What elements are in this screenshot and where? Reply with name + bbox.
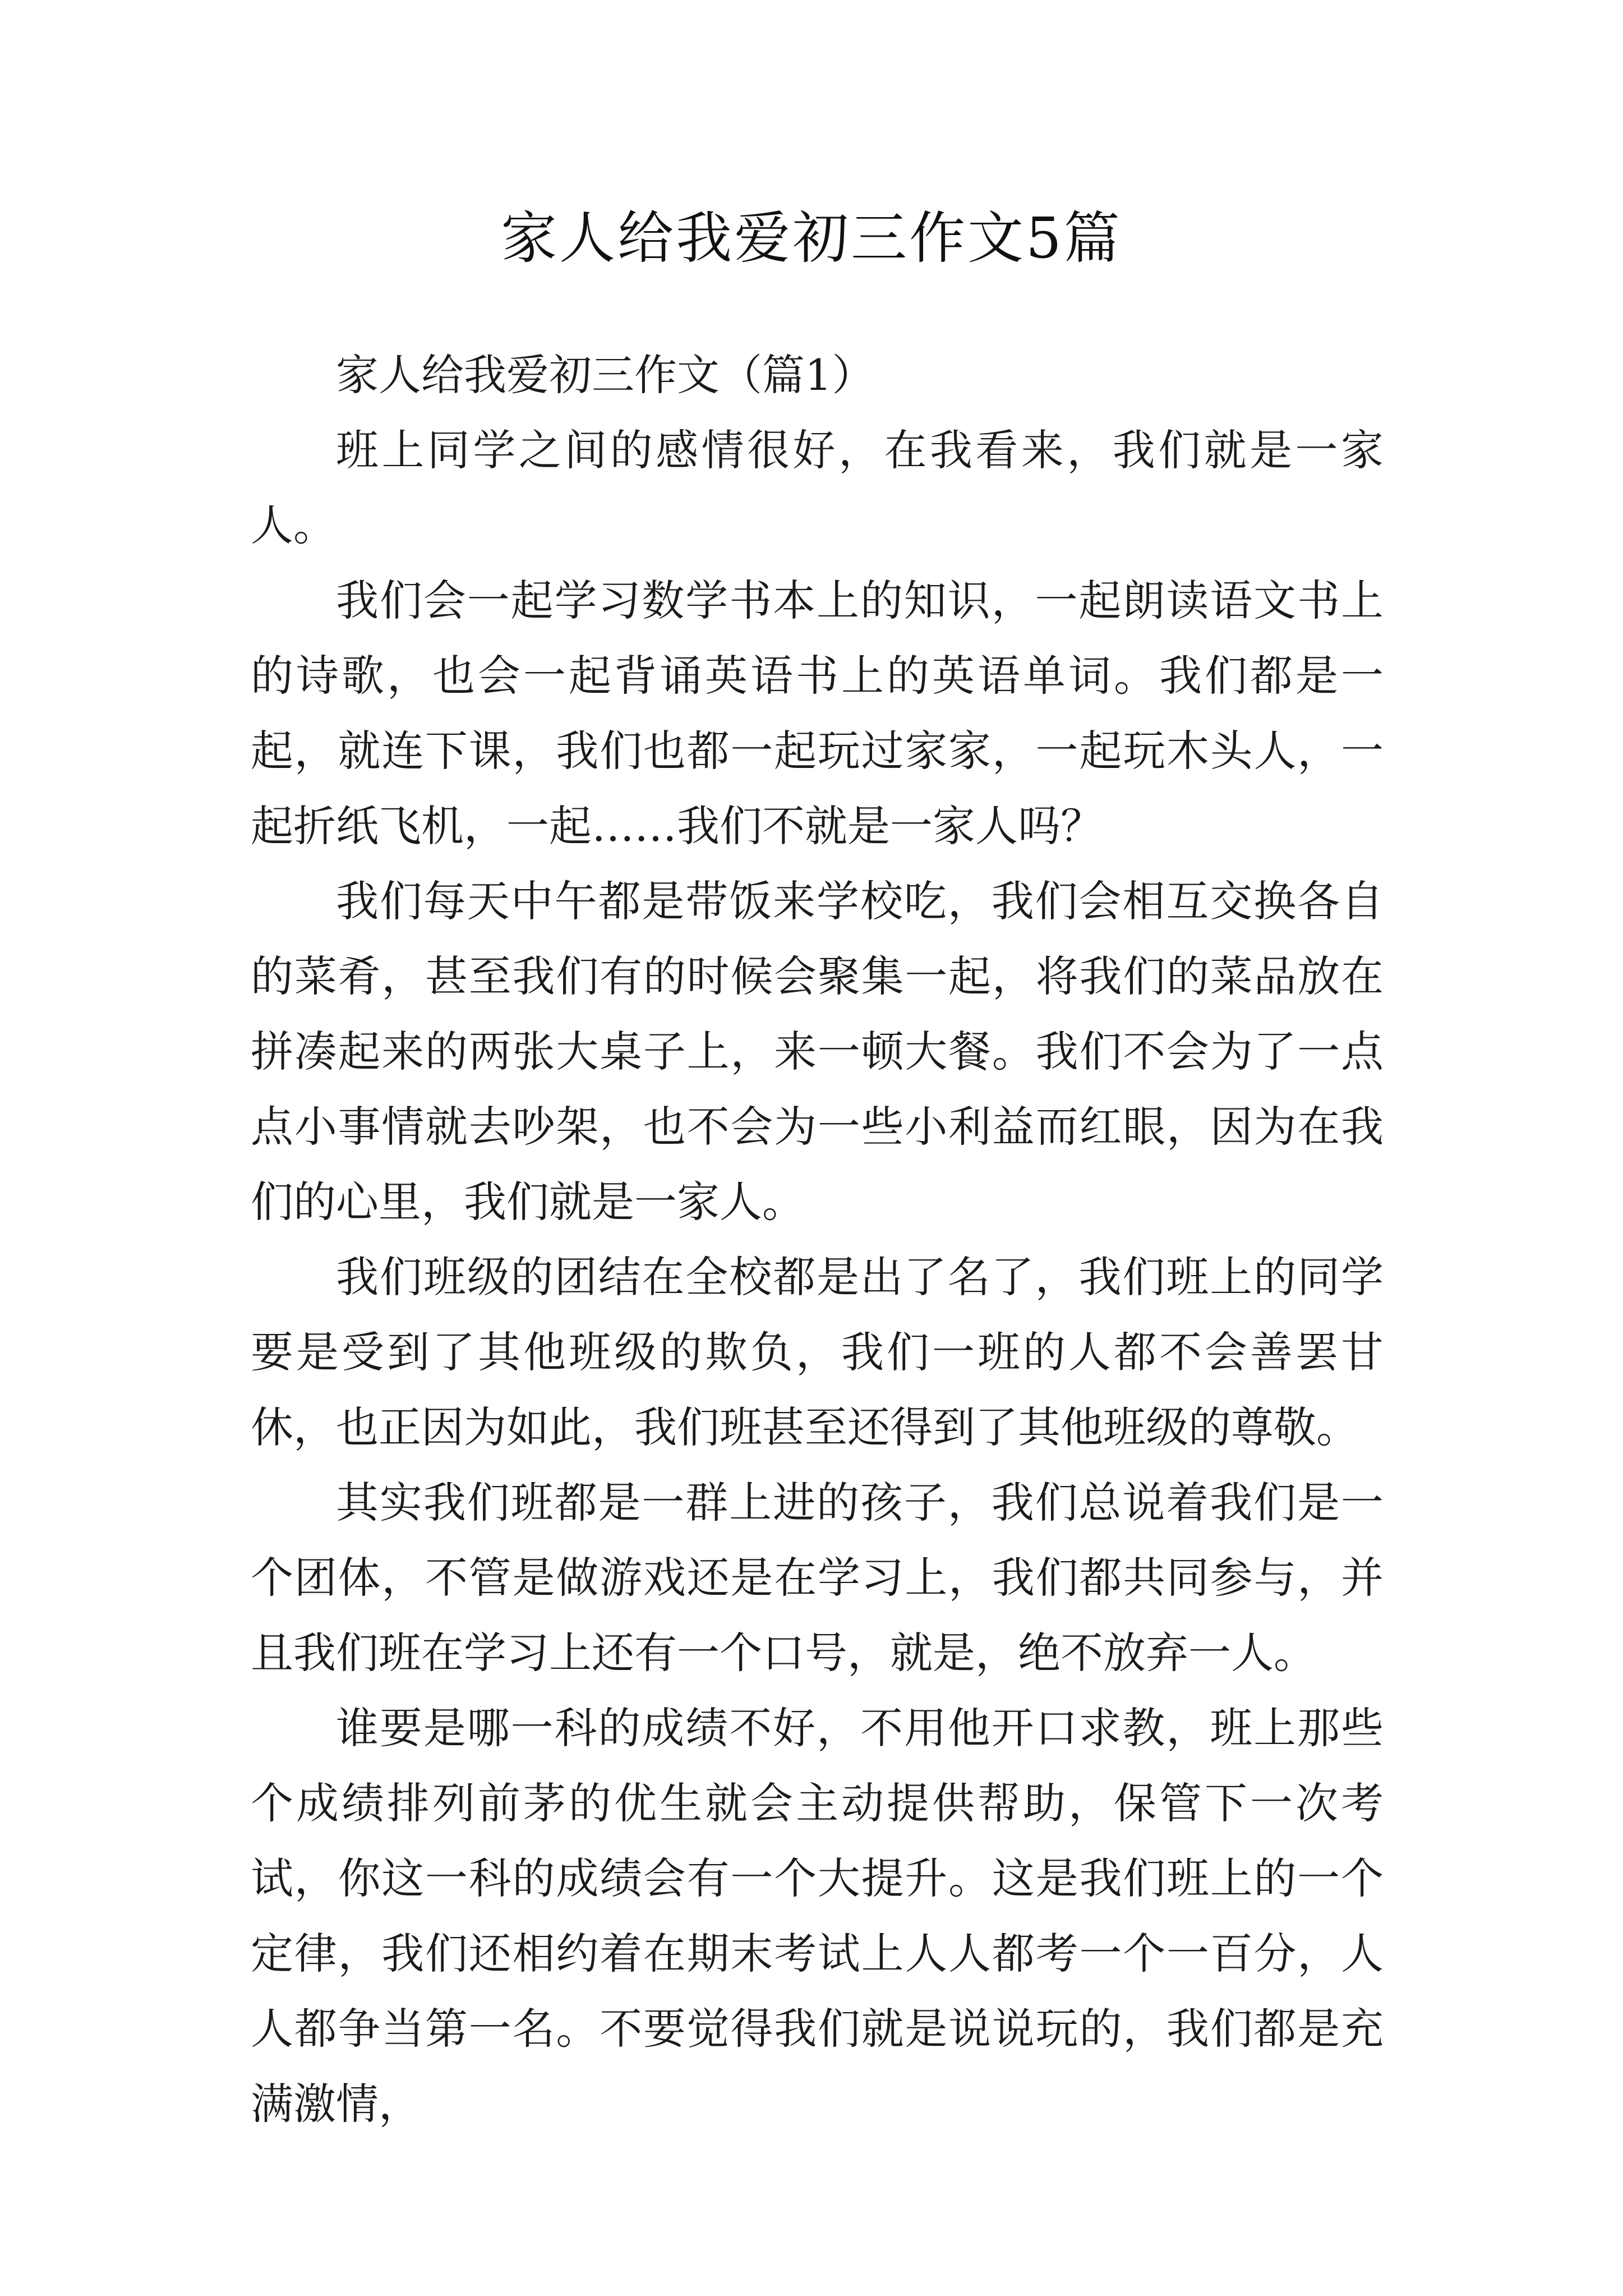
paragraph: 谁要是哪一科的成绩不好，不用他开口求教，班上那些个成绩排列前茅的优生就会主动提供帮助，保管下一次考试，你这一科的成绩会有一个大提升。这是我们班上的一个定律，我们还相约着在期末考试上人人都考一个一百分，人人都争当第一名。不要觉得我们就是说说玩的，我们都是充满激情， — [251, 1703, 1384, 2129]
document-title: 家人给我爱初三作文5篇 — [501, 205, 1122, 271]
paragraph: 其实我们班都是一群上进的孩子，我们总说着我们是一个团体，不管是做游戏还是在学习上，我们都共同参与，并且我们班在学习上还有一个口号，就是，绝不放弃一人。 — [251, 1478, 1384, 1678]
paragraph: 我们班级的团结在全校都是出了名了，我们班上的同学要是受到了其他班级的欺负，我们一班的人都不会善罢甘休，也正因为如此，我们班甚至还得到了其他班级的尊敬。 — [251, 1252, 1384, 1452]
document-body — [251, 338, 1384, 2142]
paragraph: 班上同学之间的感情很好，在我看来，我们就是一家人。 — [251, 425, 1384, 550]
paragraph: 我们会一起学习数学书本上的知识，一起朗读语文书上的诗歌，也会一起背诵英语书上的英语单词。我们都是一起，就连下课，我们也都一起玩过家家，一起玩木头人，一起折纸飞机，一起……我们不就是一家人吗？ — [251, 576, 1384, 851]
section-heading: 家人给我爱初三作文（篇1） — [336, 350, 875, 400]
paragraph: 我们每天中午都是带饭来学校吃，我们会相互交换各自的菜肴，甚至我们有的时候会聚集一起，将我们的菜品放在拼凑起来的两张大桌子上，来一顿大餐。我们不会为了一点点小事情就去吵架，也不会为一些小利益而红眼，因为在我们的心里，我们就是一家人。 — [251, 876, 1384, 1227]
